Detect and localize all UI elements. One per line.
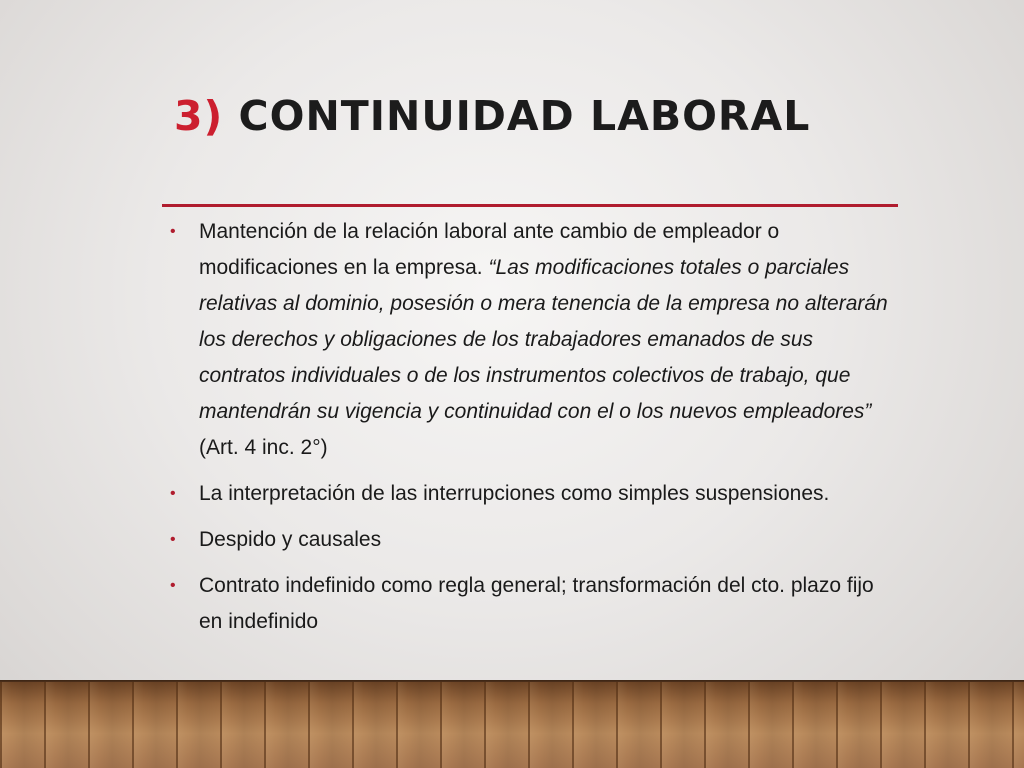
title-divider [162,204,898,207]
bullet-item [168,522,888,558]
bullet-quote: “Las modificaciones totales o parciales relativas al dominio, posesión o mera tenencia de la empresa no alterarán los derechos y obligaciones de los trabajadores emanados de sus contratos individuales o de los instrumentos colectivos de trabajo, que mantendrán su vigencia y continuidad con el o los nuevos empleadores” [199,256,888,423]
bullet-icon: • [170,531,176,548]
title-number: 3) [174,92,224,140]
bullet-text-plain: Mantención de la relación laboral ante cambio de empleador o modificaciones en la empresa. [199,220,780,279]
title-text: CONTINUIDAD LABORAL [223,92,811,140]
slide-title [174,92,810,140]
bullet-list [168,214,888,650]
bullet-item [168,568,888,640]
wood-floor [0,682,1024,768]
bullet-text: Contrato indefinido como regla general; transformación del cto. plazo fijo en indefinido [199,574,874,633]
bullet-icon: • [170,577,176,594]
bullet-citation: (Art. 4 inc. 2°) [199,436,328,459]
bullet-text: Despido y causales [199,528,382,551]
bullet-text: La interpretación de las interrupciones como simples suspensiones. [199,482,830,505]
bullet-icon: • [170,223,176,240]
bullet-icon: • [170,485,176,502]
bullet-item [168,476,888,512]
bullet-item [168,214,888,466]
